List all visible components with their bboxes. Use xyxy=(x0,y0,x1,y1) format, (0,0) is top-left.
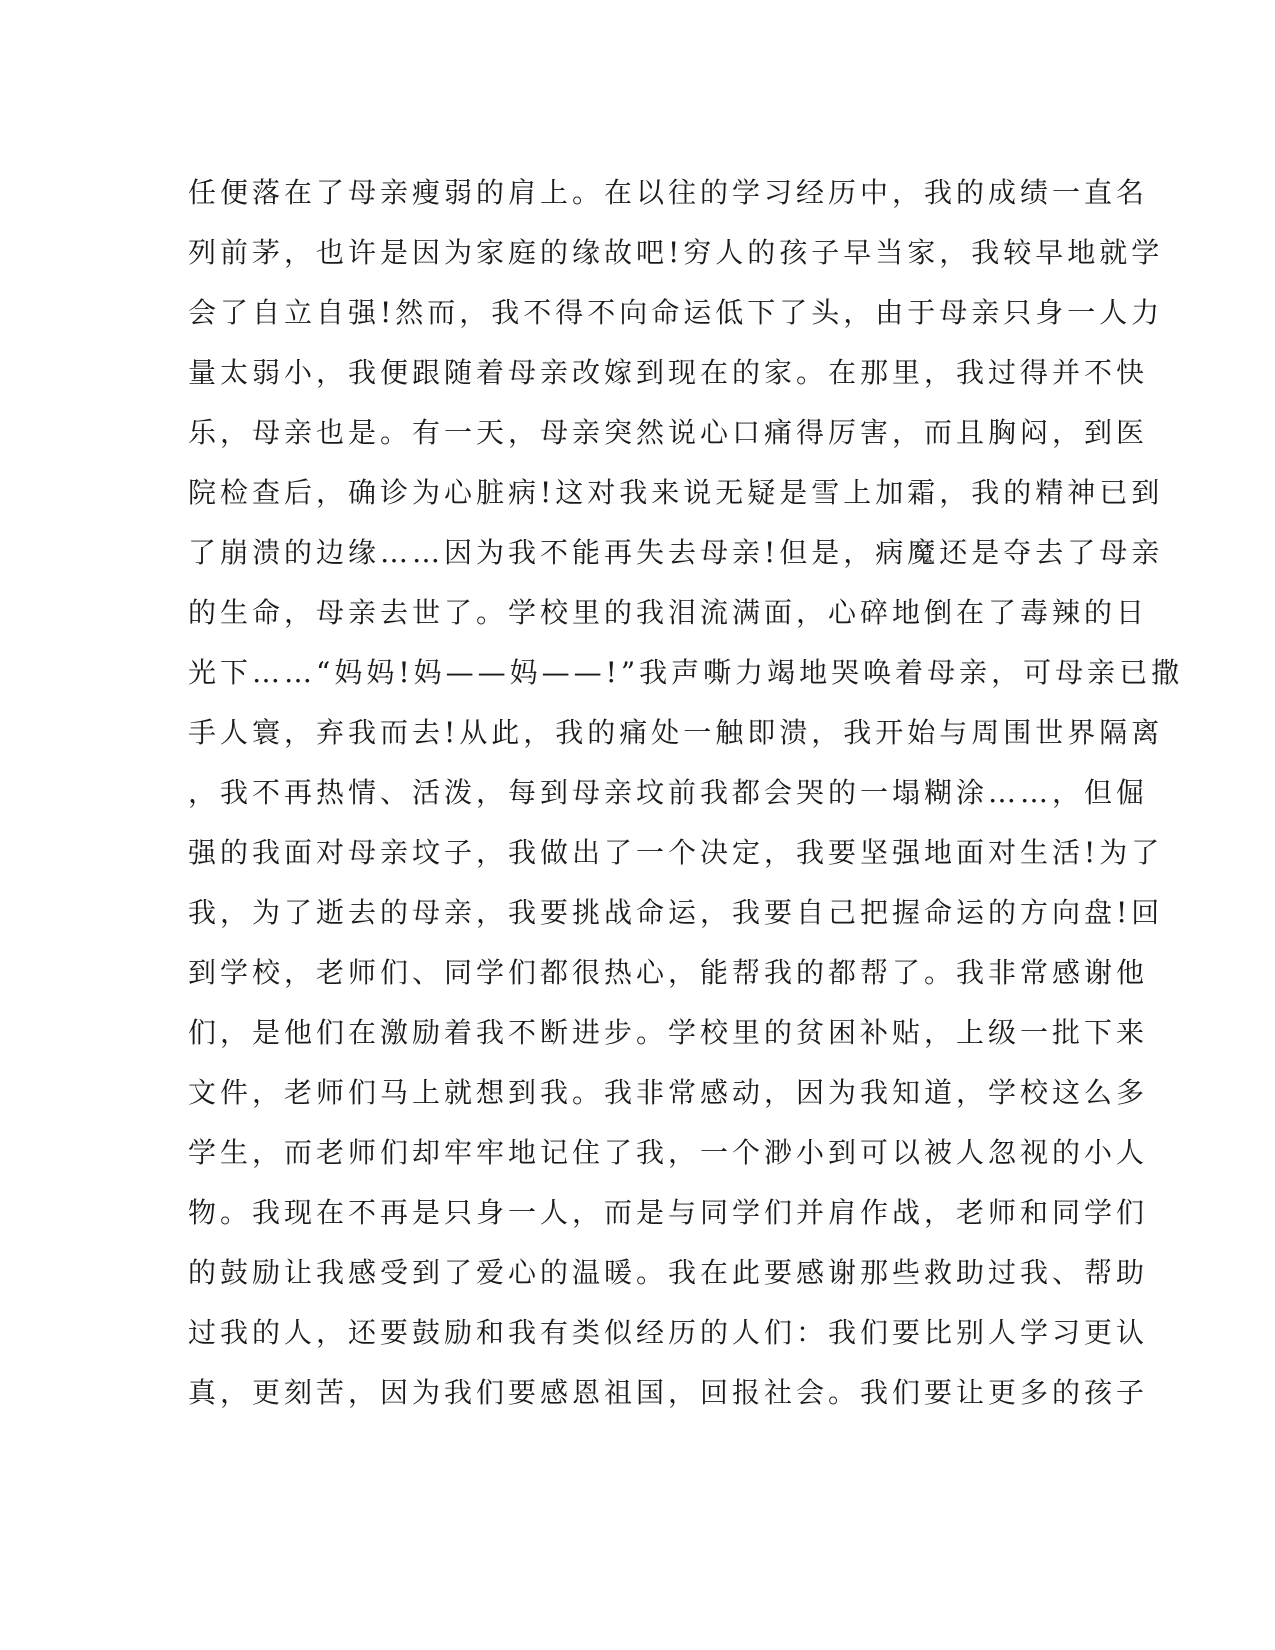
text-line: 了崩溃的边缘……因为我不能再失去母亲!但是，病魔还是夺去了母亲 xyxy=(188,536,1164,569)
text-line: 的鼓励让我感受到了爱心的温暖。我在此要感谢那些救助过我、帮助 xyxy=(188,1256,1149,1289)
text-line: 乐，母亲也是。有一天，母亲突然说心口痛得厉害，而且胸闷，到医 xyxy=(188,416,1149,449)
text-line: 的生命，母亲去世了。学校里的我泪流满面，心碎地倒在了毒辣的日 xyxy=(188,596,1149,629)
text-line: 手人寰，弃我而去!从此，我的痛处一触即溃，我开始与周围世界隔离 xyxy=(188,716,1164,749)
text-line: 我，为了逝去的母亲，我要挑战命运，我要自己把握命运的方向盘!回 xyxy=(188,896,1164,929)
text-line: ，我不再热情、活泼，每到母亲坟前我都会哭的一塌糊涂……，但倔 xyxy=(188,776,1149,809)
text-line: 量太弱小，我便跟随着母亲改嫁到现在的家。在那里，我过得并不快 xyxy=(188,356,1149,389)
text-line: 任便落在了母亲瘦弱的肩上。在以往的学习经历中，我的成绩一直名 xyxy=(188,176,1149,209)
text-line: 院检查后，确诊为心脏病!这对我来说无疑是雪上加霜，我的精神已到 xyxy=(188,476,1164,509)
text-line: 过我的人，还要鼓励和我有类似经历的人们：我们要比别人学习更认 xyxy=(188,1316,1149,1349)
text-line: 强的我面对母亲坟子，我做出了一个决定，我要坚强地面对生活!为了 xyxy=(188,836,1164,869)
text-line: 列前茅，也许是因为家庭的缘故吧!穷人的孩子早当家，我较早地就学 xyxy=(188,236,1164,269)
text-line: 文件，老师们马上就想到我。我非常感动，因为我知道，学校这么多 xyxy=(188,1076,1149,1109)
text-line: 学生，而老师们却牢牢地记住了我，一个渺小到可以被人忽视的小人 xyxy=(188,1136,1149,1169)
text-line: 真，更刻苦，因为我们要感恩祖国，回报社会。我们要让更多的孩子 xyxy=(188,1376,1149,1409)
text-line: 光下……“妈妈!妈——妈——!”我声嘶力竭地哭唤着母亲，可母亲已撒 xyxy=(188,656,1184,689)
text-line: 们，是他们在激励着我不断进步。学校里的贫困补贴，上级一批下来 xyxy=(188,1016,1149,1049)
text-line: 到学校，老师们、同学们都很热心，能帮我的都帮了。我非常感谢他 xyxy=(188,956,1149,989)
body-text xyxy=(188,163,1184,1423)
text-line: 物。我现在不再是只身一人，而是与同学们并肩作战，老师和同学们 xyxy=(188,1196,1149,1229)
text-line: 会了自立自强!然而，我不得不向命运低下了头，由于母亲只身一人力 xyxy=(188,296,1164,329)
